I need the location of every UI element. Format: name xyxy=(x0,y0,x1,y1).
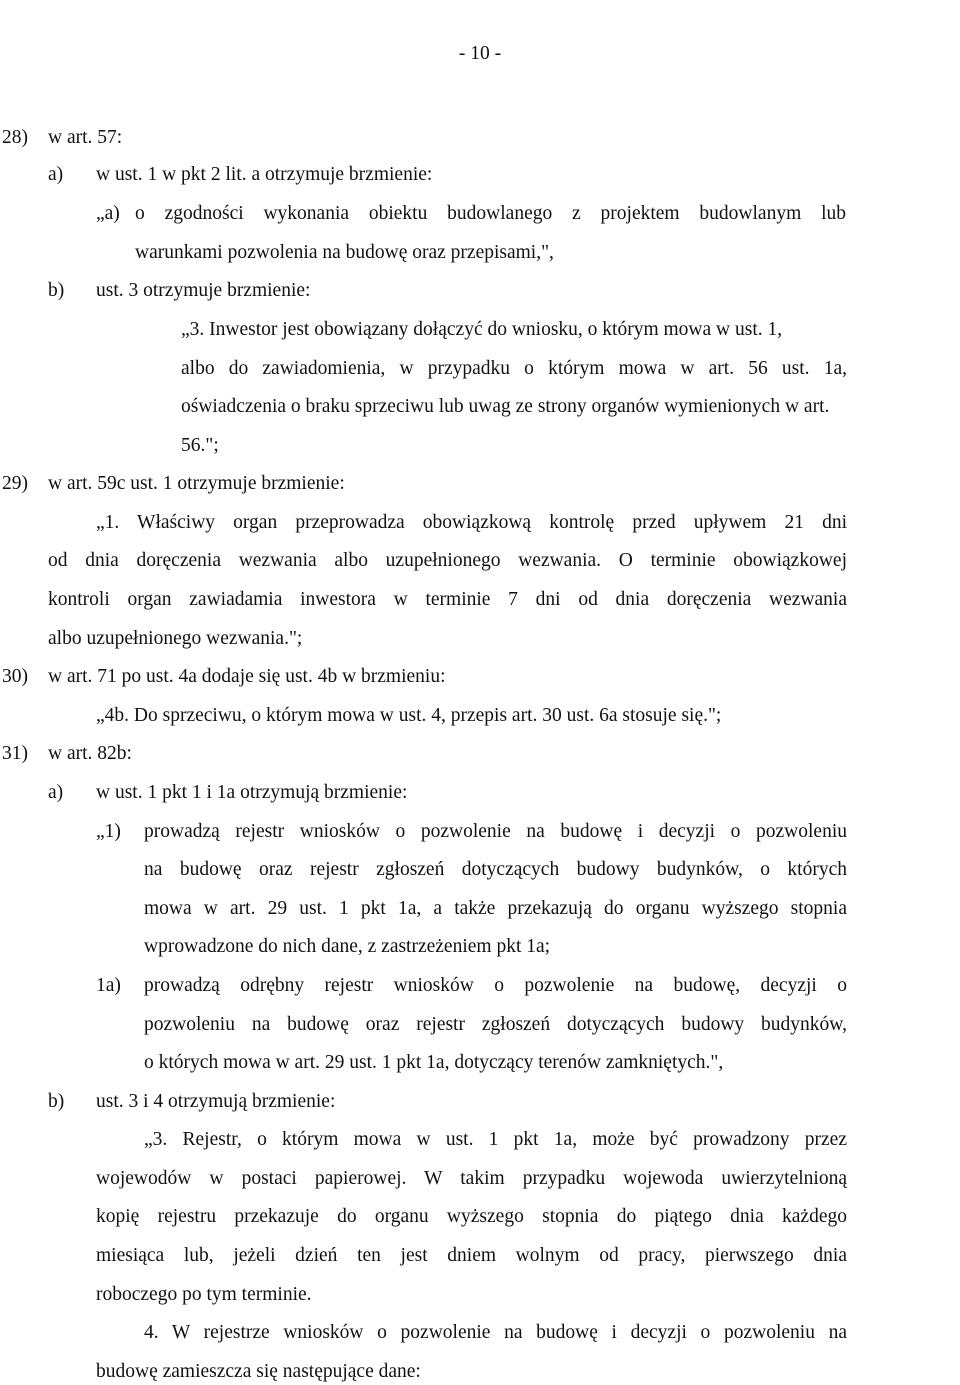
item-number: 1a) xyxy=(96,975,121,996)
item-number: 31) xyxy=(2,743,28,764)
text-line: o których mowa w art. 29 ust. 1 pkt 1a, dotyczący terenów zamkniętych.", xyxy=(144,1052,724,1073)
text-line: „3. Rejestr, o którym mowa w ust. 1 pkt 1a, może być prowadzony przez xyxy=(144,1129,847,1150)
text-line: ust. 3 otrzymuje brzmienie: xyxy=(96,280,311,301)
item-number: 29) xyxy=(2,473,28,494)
text-line: 56."; xyxy=(181,435,219,456)
text-line: „3. Inwestor jest obowiązany dołączyć do wniosku, o którym mowa w ust. 1, xyxy=(181,319,783,340)
text-line: warunkami pozwolenia na budowę oraz przepisami,", xyxy=(135,242,554,263)
text-line: kopię rejestru przekazuje do organu wyższego stopnia do piątego dnia każdego xyxy=(96,1206,847,1227)
text-line: „1. Właściwy organ przeprowadza obowiązkową kontrolę przed upływem 21 dni xyxy=(96,512,847,533)
text-line: wprowadzone do nich dane, z zastrzeżeniem pkt 1a; xyxy=(144,936,551,957)
text-line: na budowę oraz rejestr zgłoszeń dotyczących budowy budynków, o których xyxy=(144,859,847,880)
item-letter: „a) xyxy=(96,203,120,224)
text-line: w ust. 1 w pkt 2 lit. a otrzymuje brzmienie: xyxy=(96,164,433,185)
text-line: prowadzą odrębny rejestr wniosków o pozwolenie na budowę, decyzji o xyxy=(144,975,847,996)
text-line: „4b. Do sprzeciwu, o którym mowa w ust. 4, przepis art. 30 ust. 6a stosuje się."; xyxy=(96,705,722,726)
text-line: 4. W rejestrze wniosków o pozwolenie na budowę i decyzji o pozwoleniu na xyxy=(144,1322,847,1343)
text-line: albo do zawiadomienia, w przypadku o którym mowa w art. 56 ust. 1a, xyxy=(181,358,847,379)
text-line: pozwoleniu na budowę oraz rejestr zgłoszeń dotyczących budowy budynków, xyxy=(144,1014,847,1035)
text-line: ust. 3 i 4 otrzymują brzmienie: xyxy=(96,1091,336,1112)
item-number: 30) xyxy=(2,666,28,687)
text-line: prowadzą rejestr wniosków o pozwolenie na budowę i decyzji o pozwoleniu xyxy=(144,821,847,842)
item-letter: b) xyxy=(48,280,65,301)
text-line: wojewodów w postaci papierowej. W takim przypadku wojewoda uwierzytelnioną xyxy=(96,1168,847,1189)
item-letter: a) xyxy=(48,164,64,185)
text-line: budowę zamieszcza się następujące dane: xyxy=(96,1361,421,1382)
item-letter: a) xyxy=(48,782,64,803)
text-line: miesiąca lub, jeżeli dzień ten jest dniem wolnym od pracy, pierwszego dnia xyxy=(96,1245,847,1266)
text-line: w art. 71 po ust. 4a dodaje się ust. 4b w brzmieniu: xyxy=(48,666,446,687)
text-line: od dnia doręczenia wezwania albo uzupełnionego wezwania. O terminie obowiązkowej xyxy=(48,550,847,571)
text-line: kontroli organ zawiadamia inwestora w terminie 7 dni od dnia doręczenia wezwania xyxy=(48,589,847,610)
text-line: w art. 82b: xyxy=(48,743,132,764)
page-number: - 10 - xyxy=(458,43,502,64)
text-line: albo uzupełnionego wezwania."; xyxy=(48,628,303,649)
text-line: oświadczenia o braku sprzeciwu lub uwag ze strony organów wymienionych w art. xyxy=(181,396,830,417)
item-number: „1) xyxy=(96,821,121,842)
text-line: o zgodności wykonania obiektu budowlanego z projektem budowlanym lub xyxy=(135,203,846,224)
item-letter: b) xyxy=(48,1091,65,1112)
item-number: 28) xyxy=(2,127,28,148)
text-line: roboczego po tym terminie. xyxy=(96,1284,312,1305)
text-line: w art. 59c ust. 1 otrzymuje brzmienie: xyxy=(48,473,345,494)
text-line: mowa w art. 29 ust. 1 pkt 1a, a także przekazują do organu wyższego stopnia xyxy=(144,898,847,919)
text-line: w art. 57: xyxy=(48,127,123,148)
text-line: w ust. 1 pkt 1 i 1a otrzymują brzmienie: xyxy=(96,782,408,803)
